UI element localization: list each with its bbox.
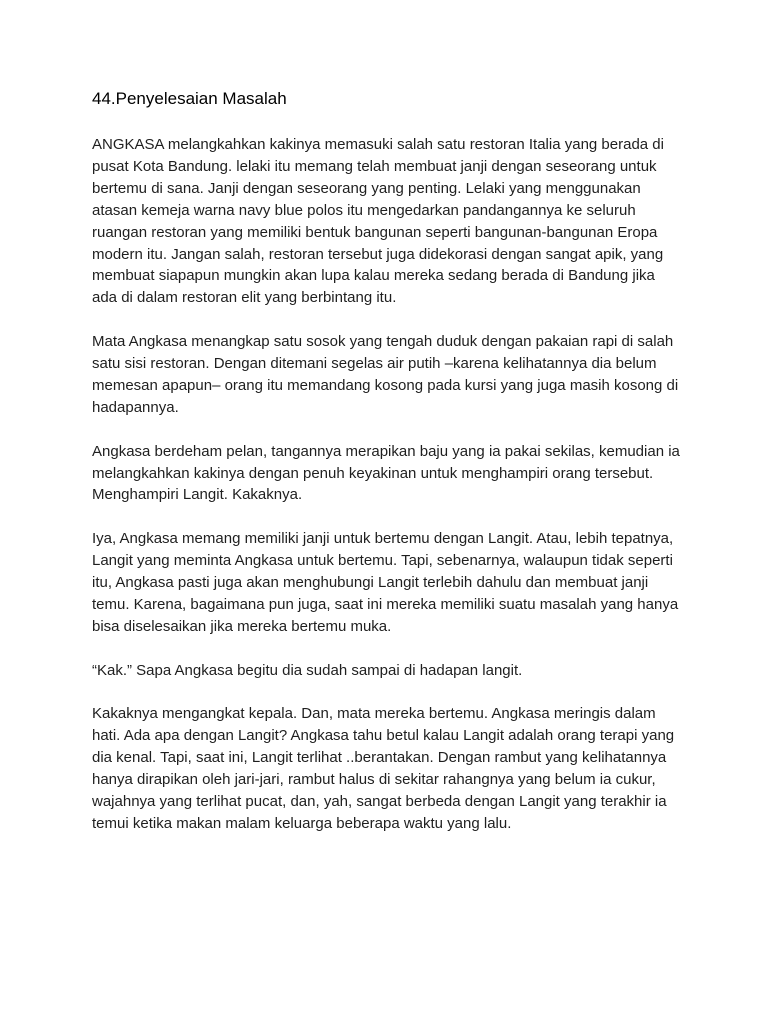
chapter-title: 44.Penyelesaian Masalah [92,89,287,108]
paragraph-3: Angkasa berdeham pelan, tangannya merapikan baju yang ia pakai sekilas, kemudian ia melangkahkan kakinya dengan penuh keyakinan untuk menghampiri orang tersebut. Menghampiri Langit. Kakaknya. [92,442,680,504]
paragraph-4: Iya, Angkasa memang memiliki janji untuk bertemu dengan Langit. Atau, lebih tepatnya, Langit yang meminta Angkasa untuk bertemu. Tapi, sebenarnya, walaupun tidak seperti itu, Angkasa pasti juga akan menghubungi Langit terlebih dahulu dan membuat janji temu. Karena, bagaimana pun juga, saat ini mereka memiliki suatu masalah yang hanya bisa diselesaikan jika mereka bertemu muka. [92,530,679,635]
document-body [92,88,682,857]
paragraph-5: “Kak.” Sapa Angkasa begitu dia sudah sampai di hadapan langit. [92,661,523,679]
paragraph-6: Kakaknya mengangkat kepala. Dan, mata mereka bertemu. Angkasa meringis dalam hati. Ada apa dengan Langit? Angkasa tahu betul kalau Langit adalah orang terapi yang dia kenal. Tapi, saat ini, Langit terlihat ..berantakan. Dengan rambut yang kelihatannya hanya dirapikan oleh jari-jari, rambut halus di sekitar rahangnya yang belum ia cukur, wajahnya yang terlihat pucat, dan, yah, sangat berbeda dengan Langit yang terakhir ia temui ketika makan malam keluarga beberapa waktu yang lalu. [92,705,675,833]
paragraph-2: Mata Angkasa menangkap satu sosok yang tengah duduk dengan pakaian rapi di salah satu sisi restoran. Dengan ditemani segelas air putih –karena kelihatannya dia belum memesan apapun– orang itu memandang kosong pada kursi yang juga masih kosong di hadapannya. [92,333,679,416]
paragraph-1: ANGKASA melangkahkan kakinya memasuki salah satu restoran Italia yang berada di pusat Kota Bandung. lelaki itu memang telah membuat janji dengan seseorang untuk bertemu di sana. Janji dengan seseorang yang penting. Lelaki yang menggunakan atasan kemeja warna navy blue polos itu mengedarkan pandangannya ke seluruh ruangan restoran yang memiliki bentuk bangunan seperti bangunan-bangunan Eropa modern itu. Jangan salah, restoran tersebut juga didekorasi dengan sangat apik, yang membuat siapapun mungkin akan lupa kalau mereka sedang berada di Bandung jika ada di dalam restoran elit yang berbintang itu. [92,136,664,307]
